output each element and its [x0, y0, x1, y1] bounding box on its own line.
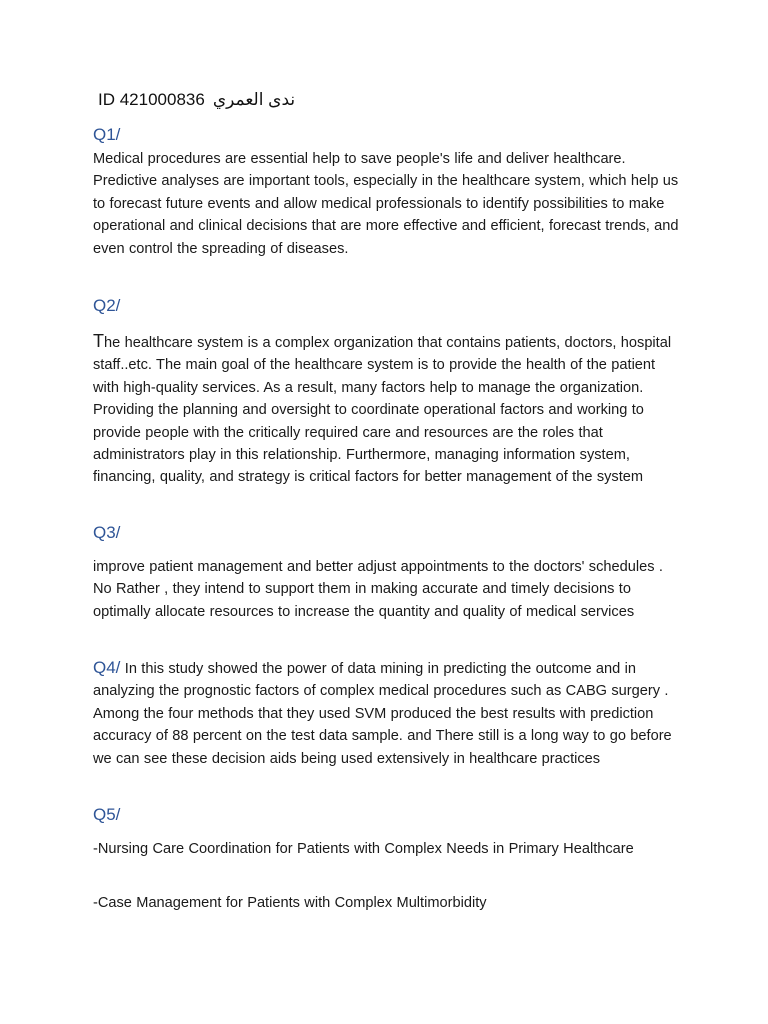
q4-block — [93, 657, 683, 770]
q4-heading: Q4/ — [93, 658, 121, 677]
q4-answer: In this study showed the power of data mining in predicting the outcome and in analyzing the prognostic factors of complex medical procedures such as CABG surgery . Among the four methods that they used SVM produced the best results with prediction accuracy of 88 percent on the test data sample. and There still is a long way to go before we can see these decision aids being used extensively in healthcare practices — [93, 661, 672, 767]
q5-heading: Q5/ — [93, 805, 121, 824]
student-id-line — [98, 89, 295, 111]
q2-heading: Q2/ — [93, 296, 121, 315]
q1-answer: Medical procedures are essential help to save people's life and deliver healthcare. Predictive analyses are important tools, especially in the healthcare system, which help us to forecast future events and allow medical professionals to identify possibilities to make operational and clinical decisions that are more effective and efficient, forecast trends, and even control the spreading of diseases. — [93, 151, 679, 257]
q2-first-letter: T — [93, 331, 104, 351]
q2-answer — [93, 330, 683, 489]
q3-heading: Q3/ — [93, 523, 121, 542]
student-name-arabic: ندى العمري — [212, 90, 296, 109]
q1-heading: Q1/ — [93, 125, 121, 144]
student-id: ID 421000836 — [98, 90, 205, 109]
q5-item-2: -Case Management for Patients with Complex Multimorbidity — [93, 895, 487, 911]
q2-answer-text: he healthcare system is a complex organization that contains patients, doctors, hospital staff..etc. The main goal of the healthcare system is to provide the health of the patient with high-quality services. As a result, many factors help to manage the organization. Providing the planning and oversight to coordinate operational factors and working to provide people with the critically required care and resources are the roles that administrators play in this relationship. Furthermore, managing information system, financing, quality, and strategy is critical factors for better management of the system — [93, 335, 672, 486]
q5-item-1: -Nursing Care Coordination for Patients with Complex Needs in Primary Healthcare — [93, 841, 634, 857]
q3-answer: improve patient management and better adjust appointments to the doctors' schedules . No Rather , they intend to support them in making accurate and timely decisions to optimally allocate resources to increase the quantity and quality of medical services — [93, 559, 663, 620]
